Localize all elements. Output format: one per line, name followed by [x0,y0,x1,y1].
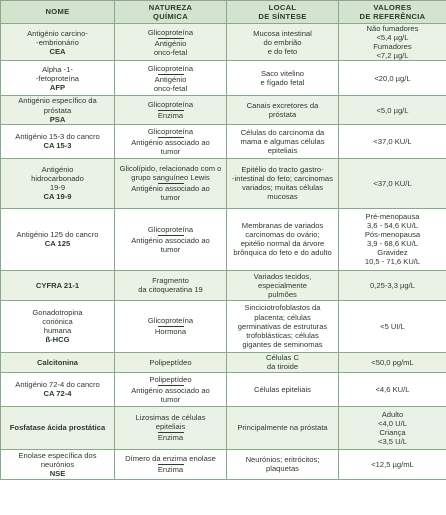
cell-local [227,449,339,479]
name-line: Antigénio 15-3 do cancro [15,132,100,142]
reference-value: Criança [379,427,406,437]
cell-natureza [115,61,227,96]
nature-secondary: Hormona [154,327,187,337]
local-line: Mucosa intestinal [253,28,312,38]
local-line: especialmente [258,280,307,290]
name-line: Antigénio 72-4 do cancro [15,380,100,390]
local-line: germinativas de estruturas [237,321,328,331]
local-line: da tiroide [266,362,299,372]
cell-natureza [115,372,227,406]
table-row [1,406,446,449]
local-line: brônquica do feto e do adulto [233,248,332,258]
cell-valores [339,406,446,449]
reference-value: <37,0 KU/L [373,178,412,188]
local-line: e fígado fetal [260,78,305,88]
nature-primary: Glicoproteína [147,99,194,109]
cell-local [227,124,339,158]
nature-primary: Fragmento [152,276,189,286]
cell-valores [339,124,446,158]
local-line: placenta; células [254,312,311,322]
local-line: próstata [268,110,297,120]
nature-secondary: tumor [160,146,181,156]
cell-local [227,352,339,372]
nature-secondary: Antigénio associado ao [131,184,210,194]
cell-natureza [115,208,227,270]
cell-natureza [115,270,227,300]
name-line: neurónios [40,459,75,469]
local-line: Células epiteliais [254,384,311,394]
nature-secondary: tumor [160,244,181,254]
table-row [1,96,446,124]
cell-nome [1,352,115,372]
nature-primary: Glicoproteína [147,27,194,37]
nature-secondary: Enzima [157,465,184,475]
cell-nome [1,208,115,270]
reference-value: <3,5 U/L [378,436,407,446]
nature-primary: Glicoproteína [147,63,194,73]
reference-value: <5,4 µg/L [376,33,409,43]
table-row [1,24,446,61]
cell-valores [339,24,446,61]
local-line: plaquetas [266,464,299,474]
reference-value: <20,0 µg/L [374,73,411,83]
name-line: Antigénio [41,165,74,175]
cell-local [227,300,339,352]
marker-abbreviation: AFP [49,82,66,92]
name-line: Alpha -1- [42,64,73,74]
name-line: Gonadotropina [32,308,83,318]
local-line: Principalmente na próstata [237,423,328,433]
nature-primary: Glicoproteína [147,126,194,136]
table-row [1,124,446,158]
nature-primary-cont: da citoqueratina 19 [138,285,203,295]
nature-secondary: Antigénio [154,38,187,48]
nature-secondary: tumor [160,193,181,203]
nature-secondary: Antigénio associado ao [131,235,210,245]
cell-local [227,158,339,208]
reference-value: <4,6 KU/L [375,384,410,394]
cell-natureza [115,24,227,61]
cell-nome [1,300,115,352]
cell-nome [1,270,115,300]
name-line: humana [43,326,72,336]
table-row [1,300,446,352]
nature-primary: Polipeptídeo [149,374,192,384]
cell-valores [339,449,446,479]
local-line: pulmões [268,289,297,299]
local-line: mucosas [267,192,298,202]
reference-value: <7,2 µg/L [376,51,409,61]
nature-primary: Glicolípido, relacionado com o grupo sanguíneo Lewis [119,164,222,183]
local-line: Células do carcinoma da [240,127,325,137]
table-row [1,158,446,208]
marker-abbreviation: CA 15-3 [43,141,72,151]
cell-valores [339,158,446,208]
reference-value: Pós-menopausa [364,230,421,240]
local-line: Canais excretores da [246,100,319,110]
cell-local [227,96,339,124]
reference-value: <50,0 pg/mL [371,357,414,367]
table-row [1,208,446,270]
nature-primary-cont: epiteliais [155,422,186,432]
nature-secondary: Enzima [157,433,184,443]
reference-value: <4,0 U/L [378,418,407,428]
marker-abbreviation: CA 72-4 [43,389,72,399]
nature-primary: Polipeptídeo [149,357,192,367]
reference-value: 3,6 - 54,6 KU/L [366,221,419,231]
cell-valores [339,270,446,300]
local-line: trofoblásticas; células [246,330,319,340]
marker-abbreviation: ß-HCG [45,335,70,345]
reference-value: 10,5 - 71,6 KU/L [364,257,421,267]
header-natureza: NATUREZA QUÍMICA [115,1,227,24]
table-row [1,352,446,372]
nature-secondary: Antigénio associado ao [131,385,210,395]
local-line: epitélio normal da árvore [240,239,325,249]
nature-primary: Lizosimas de células [135,413,206,423]
local-line: Neurónios; eritrócitos; [245,455,320,465]
table-body [1,24,446,480]
local-line: Células C [266,353,299,363]
nature-primary: Glicoproteína [147,316,194,326]
reference-value: <5,0 µg/L [376,105,409,115]
reference-value: Pré-menopausa [365,211,420,221]
cell-valores [339,96,446,124]
cell-nome [1,449,115,479]
reference-value: Não fumadores [366,24,419,33]
reference-value: <5 UI/L [380,321,405,331]
cell-valores [339,372,446,406]
cell-local [227,208,339,270]
cell-nome [1,61,115,96]
name-line: hidrocarbonado [31,174,84,184]
reference-value: Fumadores [373,42,412,52]
marker-abbreviation: CEA [49,46,66,56]
cell-local [227,372,339,406]
local-line: variados; muitas células [241,183,324,193]
cell-nome [1,372,115,406]
cell-nome [1,124,115,158]
local-line: Sinciciotrofoblastos da [244,303,321,313]
nature-secondary: Enzima [157,111,184,121]
cell-natureza [115,406,227,449]
name-line: Antigénio carcino- [27,28,88,38]
local-line: do embrião [263,37,302,47]
name-line: Antigénio específico da [18,96,97,106]
marker-abbreviation: CA 19-9 [43,192,72,202]
cell-natureza [115,124,227,158]
cell-valores [339,208,446,270]
local-line: carcinomas do ovário; [245,230,320,240]
cell-valores [339,300,446,352]
nature-secondary: tumor [160,394,181,404]
name-line: coriónica [42,317,73,327]
header-local: LOCAL DE SÍNTESE [227,1,339,24]
local-line: epiteliais [267,145,298,155]
cell-natureza [115,96,227,124]
reference-value: Gravidez [377,248,408,258]
local-line: gigantes de seminomas [242,339,323,349]
marker-abbreviation: Fosfatase ácida prostática [9,423,106,433]
nature-secondary: onco-fetal [153,83,188,93]
local-line: -intestinal do feto; carcinomas [232,174,333,184]
cell-natureza [115,449,227,479]
name-line: próstata [43,105,72,115]
cell-nome [1,24,115,61]
table-row [1,372,446,406]
cell-nome [1,406,115,449]
cell-nome [1,96,115,124]
name-line: -fetoproteína [35,73,80,83]
local-line: e do feto [267,46,298,56]
cell-local [227,270,339,300]
table-row [1,270,446,300]
name-line: -embrionário [36,37,79,47]
cell-natureza [115,352,227,372]
nature-primary: Dímero da enzima enolase [125,454,216,464]
header-row [1,1,446,24]
marker-abbreviation: CYFRA 21-1 [35,280,80,290]
reference-value: <12,5 µg/mL [371,459,414,469]
marker-abbreviation: Calcitonina [37,357,78,367]
local-line: Saco vitelino [260,69,305,79]
cell-valores [339,61,446,96]
cell-nome [1,158,115,208]
local-line: mama e algumas células [240,136,325,146]
reference-value: Adulto [381,409,404,419]
reference-value: <37,0 KU/L [373,136,412,146]
local-line: Variados tecidos, [253,271,312,281]
cell-local [227,406,339,449]
cell-natureza [115,158,227,208]
name-line: Antigénio 125 do cancro [16,230,99,240]
marker-abbreviation: NSE [49,468,66,478]
cell-local [227,24,339,61]
cell-natureza [115,300,227,352]
header-valores: VALORES DE REFERÊNCIA [339,1,446,24]
nature-secondary: Antigénio associado ao [131,137,210,147]
header-nome: NOME [1,1,115,24]
cell-local [227,61,339,96]
table-row [1,61,446,96]
marker-abbreviation: CA 125 [44,239,71,249]
nature-secondary: Antigénio [154,74,187,84]
nature-primary: Glicoproteína [147,224,194,234]
cell-valores [339,352,446,372]
name-line: Enolase específica dos [18,450,97,460]
reference-value: 0,25-3,3 µg/L [370,280,415,290]
nature-secondary: onco-fetal [153,47,188,57]
reference-value: 3,9 - 68,6 KU/L [366,239,419,249]
marker-abbreviation: PSA [49,114,66,124]
table-row [1,449,446,479]
name-line: 19-9 [49,183,66,193]
local-line: Epitélio do tracto gastro- [241,165,324,175]
local-line: Membranas de variados [241,221,324,231]
